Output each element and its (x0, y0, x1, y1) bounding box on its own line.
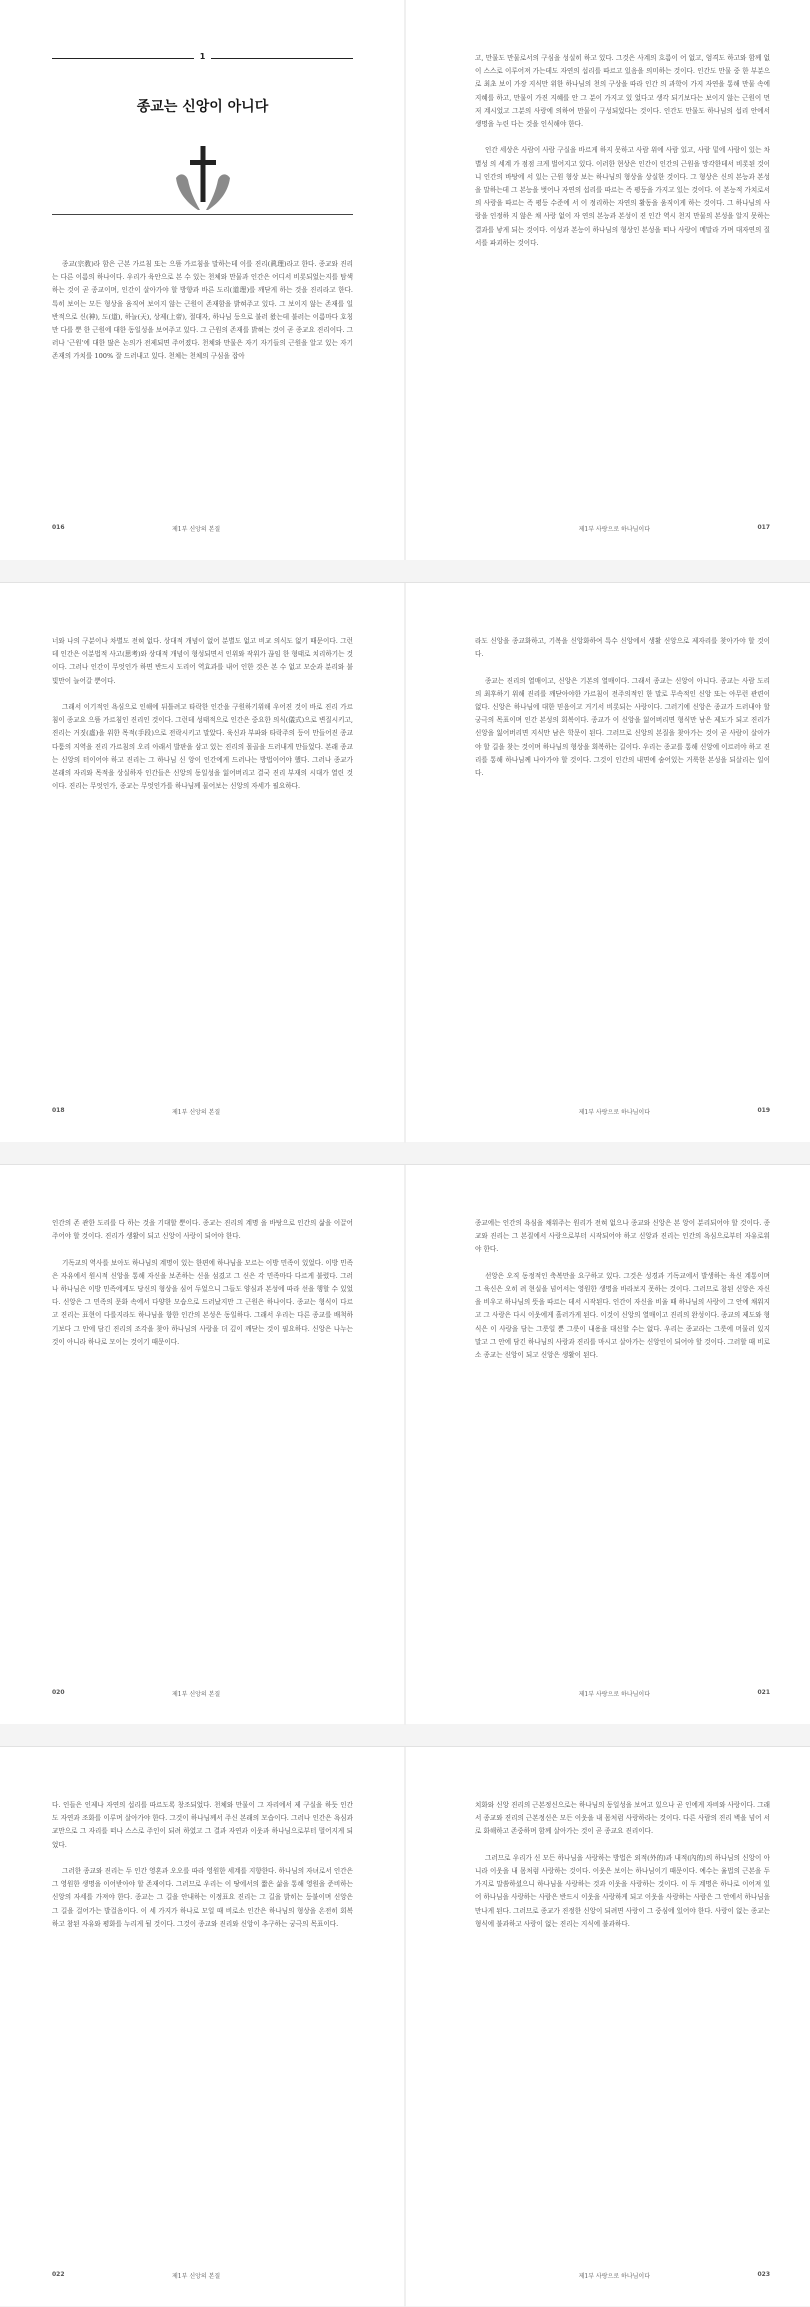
cross-with-hands-icon (170, 140, 236, 216)
page-023 (405, 1747, 810, 2307)
page-footer (475, 1689, 770, 1699)
page-number: 018 (52, 1107, 65, 1114)
page-footer (475, 524, 770, 534)
spread-022-023 (0, 1746, 810, 2306)
page-number: 022 (52, 2271, 65, 2278)
paragraph: 선앙은 오직 동정적인 축복만을 요구하고 있다. 그것은 성경과 기독교에서 발생하는 육신 계통이며 그 육신은 오히 려 현실을 넘어서는 영원한 생명을 바라보지 못하는 것이다. 그러므로 참된 신앙은 자신을 비우고 하나님의 뜻을 따르는 데서 시작된다. 인간이 자신을 비울 때 하나님의 사랑이 그 안에 채워지고 그 사랑은 다시 이웃에게 흘러가게 된다. 이것이 신앙의 열매이고 진리의 완성이다. 종교의 제도와 형식은 이 사랑을 담는 그릇일 뿐 그릇이 내용을 대신할 수는 없다. 우리는 종교라는 그릇에 머물러 있지 말고 그 안에 담긴 하나님의 사랑과 진리를 마시고 살아가는 신앙인이 되어야 할 것이다. 그러할 때 비로소 종교는 신앙이 되고 신앙은 생활이 된다. (475, 1271, 770, 1360)
page-019 (405, 583, 810, 1143)
paragraph: 그러한 종교와 진리는 두 인간 영혼과 오오를 따라 영원한 세계를 지향한다. 하나님의 자녀로서 인간은 그 영원한 생명을 이어받아야 할 존재이다. 그러므로 우리는 이 땅에서의 짧은 삶을 통해 영원을 준비하는 신앙의 자세를 가져야 한다. 종교는 그 길을 안내하는 이정표요 진리는 그 길을 밝히는 등불이며 신앙은 그 길을 걸어가는 발걸음이다. 이 세 가지가 하나로 모일 때 비로소 인간은 하나님의 형상을 온전히 회복하고 참된 자유와 평화를 누리게 될 것이다. 그것이 종교와 진리와 신앙이 추구하는 궁극의 목표이다. (52, 1867, 353, 1928)
page-body (52, 258, 353, 377)
paragraph: 인간 세상은 사람이 사람 구실을 바르게 하지 못하고 사람 위에 사람 있고, 사람 밑에 사람이 있는 차 별성 의 세계 가 점점 크게 벌어지고 있다. 이러한 현상은 인간이 인간의 근원을 망각한데서 비롯된 것이니 인간의 바탕에 서 있는 근원 형상 보는 하나님의 형상을 상실한 것이다. 그 형상은 신의 본능과 본성을 말하는데 그 본능을 벗어나 자연의 섭리를 따르는 즉 평등을 가지고 있는 것이다. 이 본능적 가치로서의 사랑을 따르는 즉 평등 수준에 서 이 정리하는 자연의 활동을 움직이게 하는 것이다. 그 하나님의 사랑을 인정하 지 않은 채 사랑 없이 자 연의 본능과 본성이 진 인간 역시 천지 만물의 본성을 알지 못하는 결과를 낳게 되는 것이다. 이성과 본능이 하나님의 형상인 본성을 떠나 사랑이 메말라 가며 대자연의 질서를 파괴하는 것이다. (475, 146, 770, 247)
page-number: 023 (757, 2271, 770, 2278)
spread-016-017 (0, 0, 810, 560)
page-body (475, 1799, 770, 1944)
page-number: 016 (52, 524, 65, 531)
paragraph: 종교(宗敎)라 함은 근본 가르침 또는 으뜸 가르침을 말하는데 이를 진리(眞理)라고 한다. 종교와 진리는 다른 이름의 하나이다. 우리가 육안으로 본 수 있는 천체와 만물과 인간은 어디서 비롯되었는지를 탐색 하는 것이 곧 종교이며, 인간이 살아가야 할 방향과 바른 도리(道理)를 깨닫게 하는 것을 진리라고 한다. 특히 보이는 모든 형상을 움직여 보이지 않는 근원이 존재함을 밝혀주고 있다. 그 보이지 않는 존재를 일반적으로 신(神), 도(道), 하늘(天), 상제(上帝), 절대자, 하나님 등으로 불러 왔는데 불러는 이름마다 호칭만 다를 뿐 한 근원에 대한 동일성을 보여주고 있다. 그 근원의 존재를 밝혀는 것이 곧 종교요 진리이다. 그러나 '근원'에 대한 많은 논의가 전제되면 주어졌다. 천체와 만물은 자기 자기들의 근원을 알고 있는 자기 존재의 가치를 100% 잘 드러내고 있다. 천체는 천체의 구심을 잡아 (52, 260, 353, 361)
paragraph: 치화와 신앙 진리의 근본정신으로는 하나님의 동일성을 보여고 있으나 곧 인에게 자비와 사랑이다. 그래서 종교와 진리의 근본정신은 모든 이웃을 내 몸처럼 사랑하라는 것이다. 다른 사람의 진리 벽을 넘어 서로 화해하고 존중하며 함께 살아가는 것이 곧 종교요 진리이다. (475, 1801, 770, 1836)
running-title: 제1부 사랑으로 하나님이다 (578, 1109, 650, 1116)
paragraph: 그러므로 우리가 신 모든 하나님을 사랑하는 방법은 외적(外的)과 내적(內的)의 하나님의 신앙이 아니라 이웃을 내 몸처럼 사랑하는 것이다. 이웃은 보이는 하나님이기 때문이다. 예수는 율법의 근본을 두 가지로 말씀하셨으니 하나님을 사랑하는 것과 이웃을 사랑하는 것이다. 이 두 계명은 하나로 이어져 있어 하나님을 사랑하는 사람은 반드시 이웃을 사랑하게 되고 이웃을 사랑하는 사람은 그 안에서 하나님을 만나게 된다. 그러므로 종교가 진정한 신앙이 되려면 사랑이 그 중심에 있어야 한다. 사랑이 없는 종교는 형식에 불과하고 사랑이 없는 진리는 지식에 불과하다. (475, 1853, 770, 1928)
page-body (475, 635, 770, 793)
page-footer (52, 2271, 353, 2281)
paragraph: 기독교의 역사를 보아도 하나님의 계명이 있는 한편에 하나님을 모르는 이방 민족이 있었다. 이방 민족은 자유에서 원시적 신앙을 통해 자신을 보존하는 신을 섬겼고 그 신은 각 민족마다 다르게 불렸다. 그러나 하나님은 이방 민족에게도 당신의 형상을 심어 두었으니 그들도 양심과 본성에 따라 선을 행할 수 있었다. 신앙은 그 민족의 문화 속에서 다양한 모습으로 드러났지만 그 근원은 하나이다. 종교는 형식이 다르고 진리는 표현이 다를지라도 하나님을 향한 인간의 본성은 동일하다. 그래서 우리는 다른 종교를 배척하기보다 그 안에 담긴 진리의 조각을 찾아 하나님의 사랑을 더 깊이 깨닫는 것이 필요하다. 신앙은 나누는 것이 아니라 하나로 모이는 것이기 때문이다. (52, 1258, 353, 1346)
paragraph: 고, 만물도 만물로서의 구심을 성실히 하고 있다. 그것은 사계의 흐름이 어 없고, 엄격도 하고와 함께 없이 스스로 이루어져 가는데도 자연의 섭리를 따르고 있음을 의미하는 것이다. 인간도 만물 중 한 부분으로 최초 보이 가장 지식만 위한 하나님의 천의 구상을 따라 인간 의 과학이 가지 자연을 통해 만물 속에 지혜를 하고, 만물이 가진 지혜를 안 그 분이 가지고 있 었다고 생각 되기보다는 보이지 않는 근원이 먼저 계시었고 그분의 사랑에 의하여 만물이 구성되었다는 것이다. 인간도 만물도 하나님의 섭리 안에서 생명을 누린 다는 것을 인식해야 한다. (475, 54, 770, 129)
spread-020-021 (0, 1164, 810, 1724)
paragraph: 라도 신앙을 종교화하고, 기복을 신앙화하여 특수 신앙에서 생활 신앙으로 제자리를 찾아가야 할 것이다. (475, 637, 770, 659)
page-016 (0, 0, 405, 560)
page-022 (0, 1747, 405, 2307)
page-021 (405, 1165, 810, 1725)
page-018 (0, 583, 405, 1143)
page-footer (475, 2271, 770, 2281)
running-title: 제1부 신앙의 본질 (172, 526, 221, 533)
chapter-title: 종교는 신앙이 아니다 (136, 99, 269, 115)
page-footer (52, 1689, 353, 1699)
spread-018-019 (0, 582, 810, 1142)
page-017 (405, 0, 810, 560)
paragraph: 인간의 존 관한 도리를 다 하는 것을 기대할 뿐이다. 종교는 진리의 계명 을 바탕으로 인간의 삶을 이끌어 주어야 할 것이다. 진리가 생활이 되고 신앙이 사랑이 되어야 한다. (52, 1219, 353, 1241)
paragraph: 너와 나의 구분이나 차별도 전혀 없다. 상대적 개념이 없어 분별도 없고 비교 의식도 없기 때문이다. 그런데 인간은 이분법적 사고(思考)와 상대적 개념이 형성되면서 인위와 작위가 끊임 한 형태로 치리하기는 것이다. 그러나 인간이 무엇인가 하면 반드시 도리어 역효과를 내어 인한 것은 본 수 없고 모순과 분리와 불빛만이 늘어갈 뿐이다. (52, 637, 353, 685)
page-body (52, 1217, 353, 1362)
running-title: 제1부 신앙의 본질 (172, 1691, 221, 1698)
emblem-rule (52, 214, 353, 215)
page-body (475, 52, 770, 263)
paragraph: 다. 인들은 인제나 자연의 섭리를 따르도록 창조되었다. 천체와 만물이 그 자리에서 제 구실을 하듯 인간도 자연과 조화를 이루며 살아가야 한다. 그것이 하나님께서 주신 본래의 모습이다. 그러나 인간은 욕심과 교만으로 그 자리를 떠나 스스로 주인이 되려 하였고 그 결과 자연과 이웃과 하나님으로부터 멀어지게 되었다. (52, 1801, 353, 1849)
page-number: 021 (757, 1689, 770, 1696)
page-number: 019 (757, 1107, 770, 1114)
chapter-number: 1 (0, 52, 405, 61)
paragraph: 종교는 진리의 열매이고, 신앙은 기본의 열매이다. 그래서 종교는 신앙이 아니다. 종교는 사람 도리의 최후하기 위해 진리를 깨닫아야한 가르침이 전주의적인 한 말로 무속적인 신앙 또는 아무런 관련이 없다. 신앙은 하나님에 대한 믿음이고 거기서 비롯되는 사랑이다. 그러기에 신앙은 종교가 드러내야 할 궁극의 목표이며 인간 본성의 회복이다. 종교가 이 신앙을 잃어버리면 형식만 남은 제도가 되고 진리가 신앙을 잃어버리면 지식만 남은 학문이 된다. 그러므로 신앙의 본질을 찾아가는 것이 곧 사람이 살아가야 할 길을 찾는 것이며 하나님의 형상을 회복하는 길이다. 우리는 종교를 통해 신앙에 이르러야 하고 진리를 통해 하나님께 나아가야 할 것이다. 그것이 인간의 내면에 숨어있는 거룩한 본성을 되살리는 일이다. (475, 676, 770, 778)
page-footer (475, 1107, 770, 1117)
page-body (475, 1217, 770, 1375)
page-number: 020 (52, 1689, 65, 1696)
running-title: 제1부 사랑으로 하나님이다 (578, 1691, 650, 1698)
running-title: 제1부 신앙의 본질 (172, 2273, 221, 2280)
page-body (52, 1799, 353, 1944)
page-number: 017 (757, 524, 770, 531)
page-020 (0, 1165, 405, 1725)
paragraph: 그래서 이기적인 욕심으로 인해에 뒤틀려고 타락한 인간을 구원하기위해 우어진 것이 바로 진리 가르침이 종교요 으뜸 가르침인 진리인 것이다. 그런데 성태적으로 인간은 중요한 의식(儀式)으로 변질시키고, 진리는 거짓(虛)을 위한 목적(手段)으로 전락시키고 말았다. 육신과 부파와 타락주의 등이 만들어진 종교 다툼의 지역을 진리 가르침의 오리 아래서 발판을 삼고 있는 진리의 몰골을 드러내게 만들었다. 본래 종교는 신앙의 터이어야 하고 진리는 그 하나님 신 앙이 인간에게 드러나는 방법이어야 했다. 그러나 종교가 본래의 자리와 목적을 상실하자 인간들은 신앙의 동일성을 잃어버리고 결국 진리 부재의 시대가 열린 것이다. 진리는 무엇인가, 종교는 무엇인가를 하나님께 물어보는 신앙의 자세가 필요하다. (52, 703, 353, 791)
paragraph: 종교에는 인간의 욕심을 채워주는 원리가 전혀 없으나 종교와 신앙은 본 앙이 분리되어야 할 것이다. 종교와 진리는 그 본질에서 사랑으로부터 시작되어야 하고 신앙과 진리는 인간의 욕심으로부터 자유로워야 한다. (475, 1219, 770, 1254)
page-footer (52, 524, 353, 534)
running-title: 제1부 신앙의 본질 (172, 1109, 221, 1116)
running-title: 제1부 사랑으로 하나님이다 (578, 2273, 650, 2280)
running-title: 제1부 사랑으로 하나님이다 (578, 526, 650, 533)
page-footer (52, 1107, 353, 1117)
page-body (52, 635, 353, 807)
